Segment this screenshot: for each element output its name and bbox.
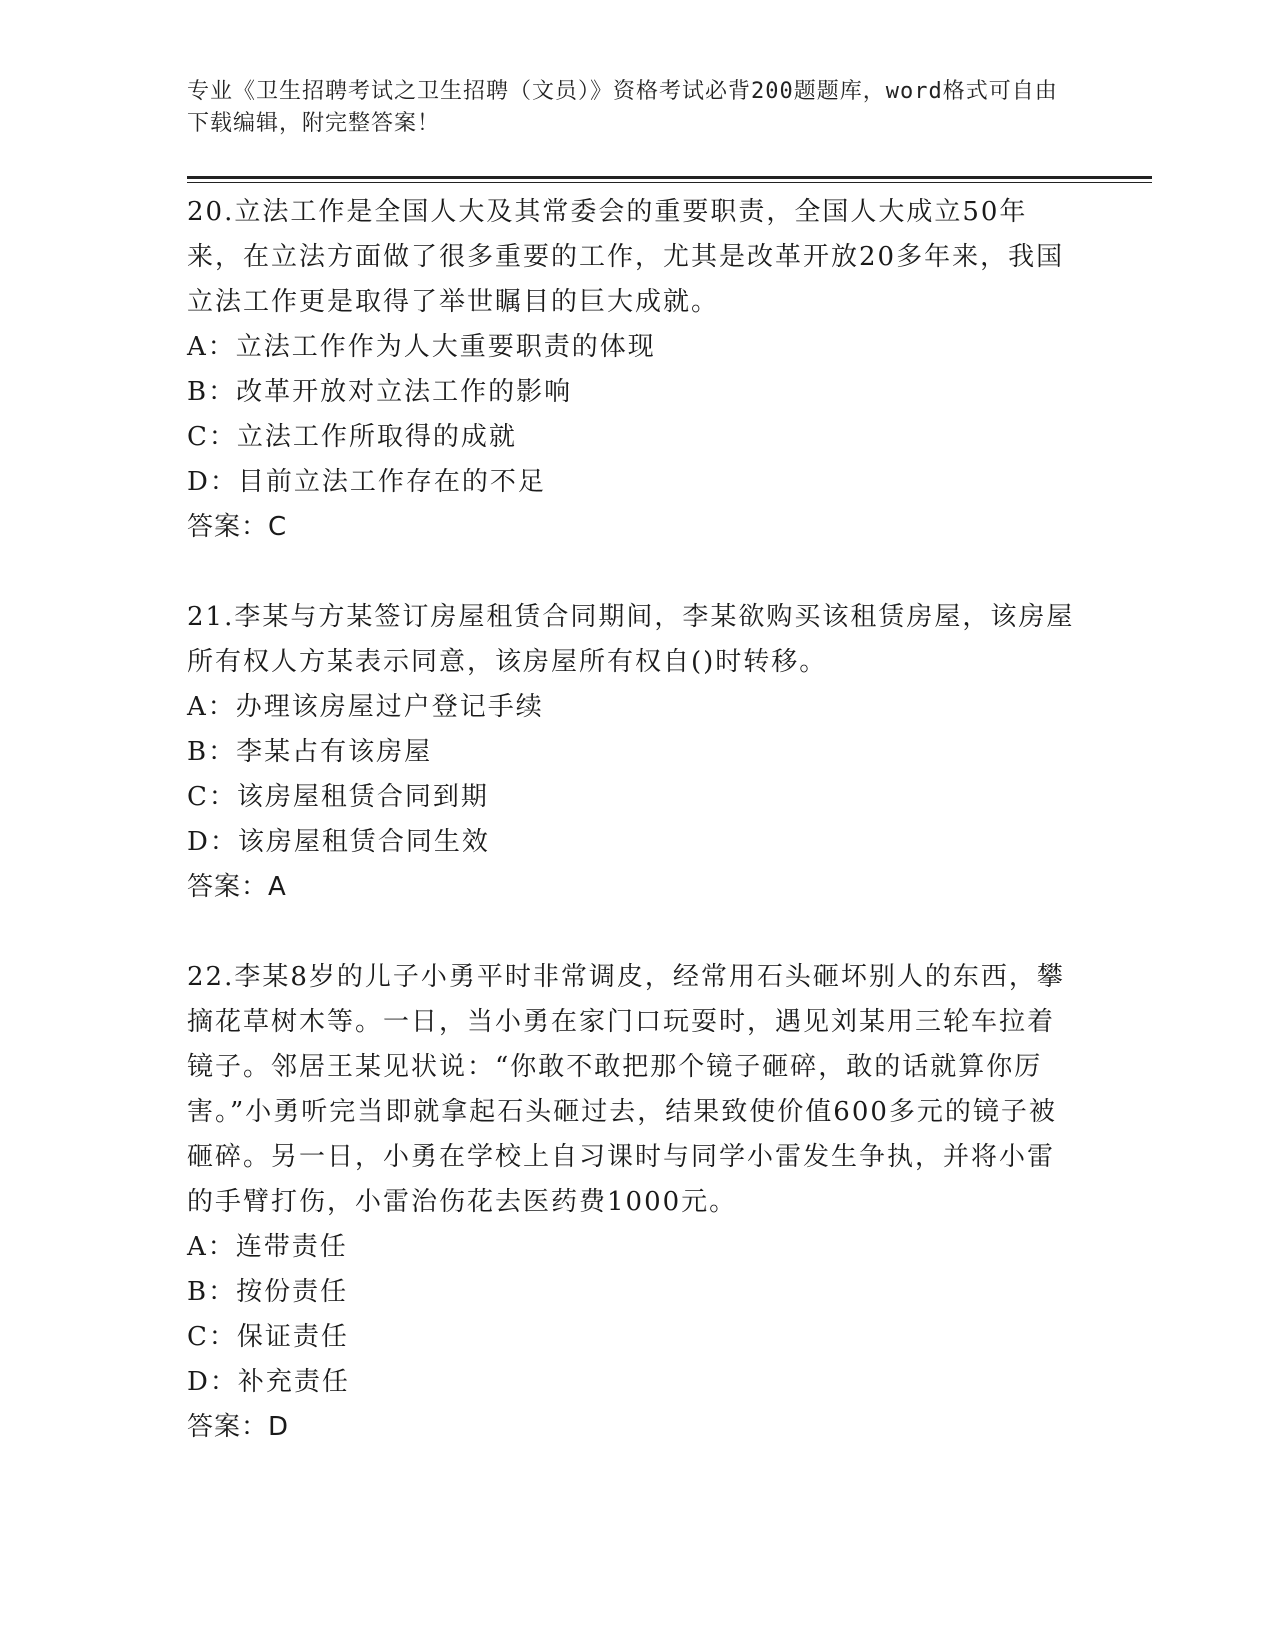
answer-label: 答案：D <box>187 1412 290 1442</box>
question-20 <box>187 190 1077 550</box>
page-header: 专业《卫生招聘考试之卫生招聘（文员）》资格考试必背200题题库，word格式可自由下载编辑，附完整答案！ <box>187 79 1058 136</box>
option-c: C：立法工作所取得的成就 <box>187 422 517 452</box>
option-d: D：补充责任 <box>187 1367 350 1397</box>
option-b: B：按份责任 <box>187 1277 349 1307</box>
header-rule-thick <box>187 176 1152 179</box>
question-stem: 21.李某与方某签订房屋租赁合同期间，李某欲购买该租赁房屋，该房屋所有权人方某表示同意，该房屋所有权自()时转移。 <box>187 602 1075 677</box>
question-list <box>187 190 1077 1450</box>
option-b: B：改革开放对立法工作的影响 <box>187 377 573 407</box>
question-spacer <box>187 550 1077 595</box>
question-stem: 20.立法工作是全国人大及其常委会的重要职责，全国人大成立50年来，在立法方面做了很多重要的工作，尤其是改革开放20多年来，我国立法工作更是取得了举世瞩目的巨大成就。 <box>187 197 1065 317</box>
option-a: A：办理该房屋过户登记手续 <box>187 692 544 722</box>
option-d: D：目前立法工作存在的不足 <box>187 467 546 497</box>
question-stem: 22.李某8岁的儿子小勇平时非常调皮，经常用石头砸坏别人的东西，攀摘花草树木等。一日，当小勇在家门口玩耍时，遇见刘某用三轮车拉着镜子。邻居王某见状说：“你敢不敢把那个镜子砸碎，敢的话就算你厉害。”小勇听完当即就拿起石头砸过去，结果致使价值600多元的镜子被砸碎。另一日，小勇在学校上自习课时与同学小雷发生争执，并将小雷的手臂打伤，小雷治伤花去医药费1000元。 <box>187 962 1065 1217</box>
option-c: C：保证责任 <box>187 1322 349 1352</box>
option-a: A：连带责任 <box>187 1232 348 1262</box>
question-21 <box>187 595 1077 910</box>
answer-label: 答案：A <box>187 872 287 902</box>
option-c: C：该房屋租赁合同到期 <box>187 782 489 812</box>
header-rule-thin <box>187 182 1152 183</box>
question-22 <box>187 955 1077 1450</box>
answer-label: 答案：C <box>187 512 288 542</box>
option-b: B：李某占有该房屋 <box>187 737 433 767</box>
question-spacer <box>187 910 1077 955</box>
option-a: A：立法工作作为人大重要职责的体现 <box>187 332 656 362</box>
option-d: D：该房屋租赁合同生效 <box>187 827 490 857</box>
